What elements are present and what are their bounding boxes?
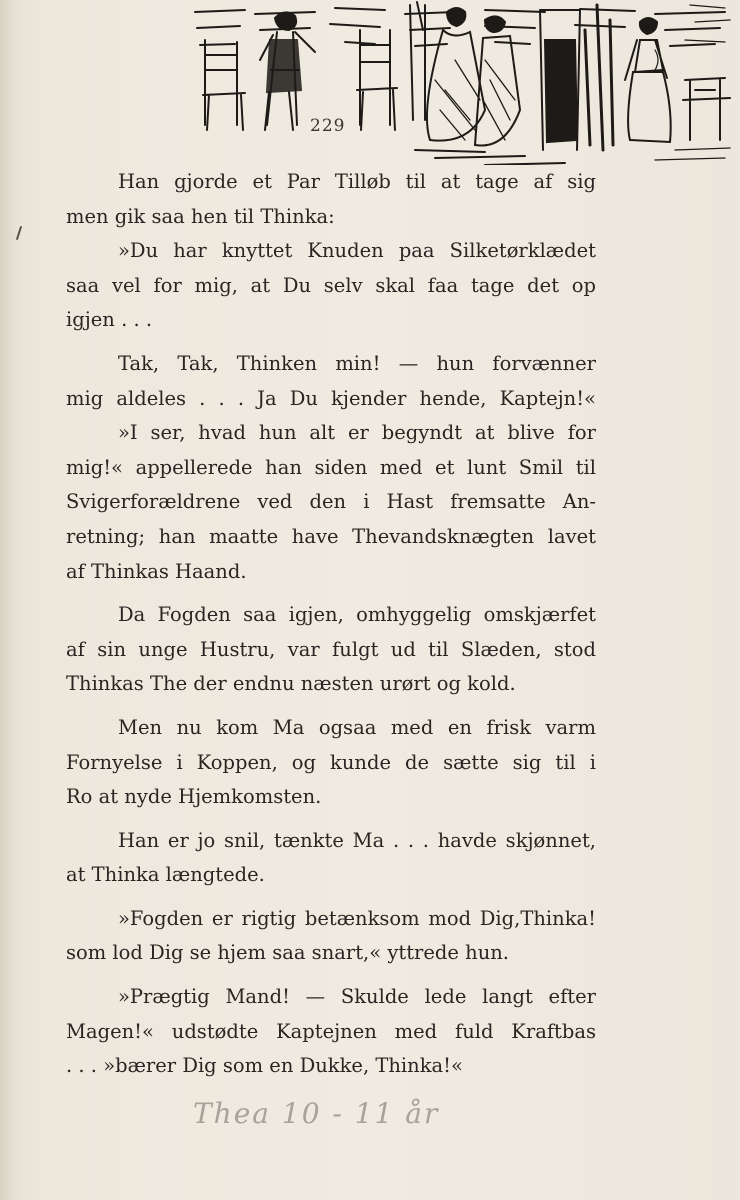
handwritten-note: Thea 10 - 11 år [193,1097,440,1130]
text-line: af Thinkas Haand. [66,559,247,583]
text-line: »I ser, hvad hun alt er begyndt at blive for [118,421,596,445]
sketch-illustration-icon [185,0,735,165]
text-line: . . . »bærer Dig som en Dukke, Thinka!« [66,1054,463,1078]
text-line: igjen . . . [66,308,153,332]
text-line: Da Fogden saa igjen, omhyggelig omskjærfet [118,603,596,627]
text-line: Thinkas The der endnu næsten urørt og kold. [66,672,516,696]
text-line: saa vel for mig, at Du selv skal faa tage det op [66,273,596,297]
text-line: Magen!« udstødte Kaptejnen med fuld Kraftbas [66,1019,596,1043]
text-line: Han gjorde et Par Tilløb til at tage af sig [118,170,596,193]
text-line: Men nu kom Ma ogsaa med en frisk varm [118,715,596,739]
text-line: at Thinka længtede. [66,863,265,887]
text-line: »Prægtig Mand! — Skulde lede langt efter [118,985,596,1009]
text-line: »Fogden er rigtig betænksom mod Dig,Thinka! [118,906,596,930]
text-line: Fornyelse i Koppen, og kunde de sætte sig til i [66,750,596,774]
body-text [66,165,596,1084]
text-line: Tak, Tak, Thinken min! — hun forvænner [118,351,596,375]
text-line: af sin unge Hustru, var fulgt ud til Slæden, stod [66,637,596,661]
text-line: Han er jo snil, tænkte Ma . . . havde skjønnet, [118,828,596,852]
page-number: 229 [310,116,346,136]
text-line: »Du har knyttet Knuden paa Silketørklædet [118,239,596,263]
text-line: men gik saa hen til Thinka: [66,204,335,228]
page-edge-shadow [0,0,18,1200]
text-line: mig!« appellerede han siden med et lunt Smil til [66,455,596,479]
text-line: retning; han maatte have Thevandsknægten lavet [66,524,596,548]
text-line: mig aldeles . . . Ja Du kjender hende, Kaptejn!« [66,386,596,410]
text-line: som lod Dig se hjem saa snart,« yttrede hun. [66,941,510,965]
text-line: Ro at nyde Hjemkomsten. [66,785,322,809]
text-line: Svigerforældrene ved den i Hast fremsatte An- [66,490,596,514]
